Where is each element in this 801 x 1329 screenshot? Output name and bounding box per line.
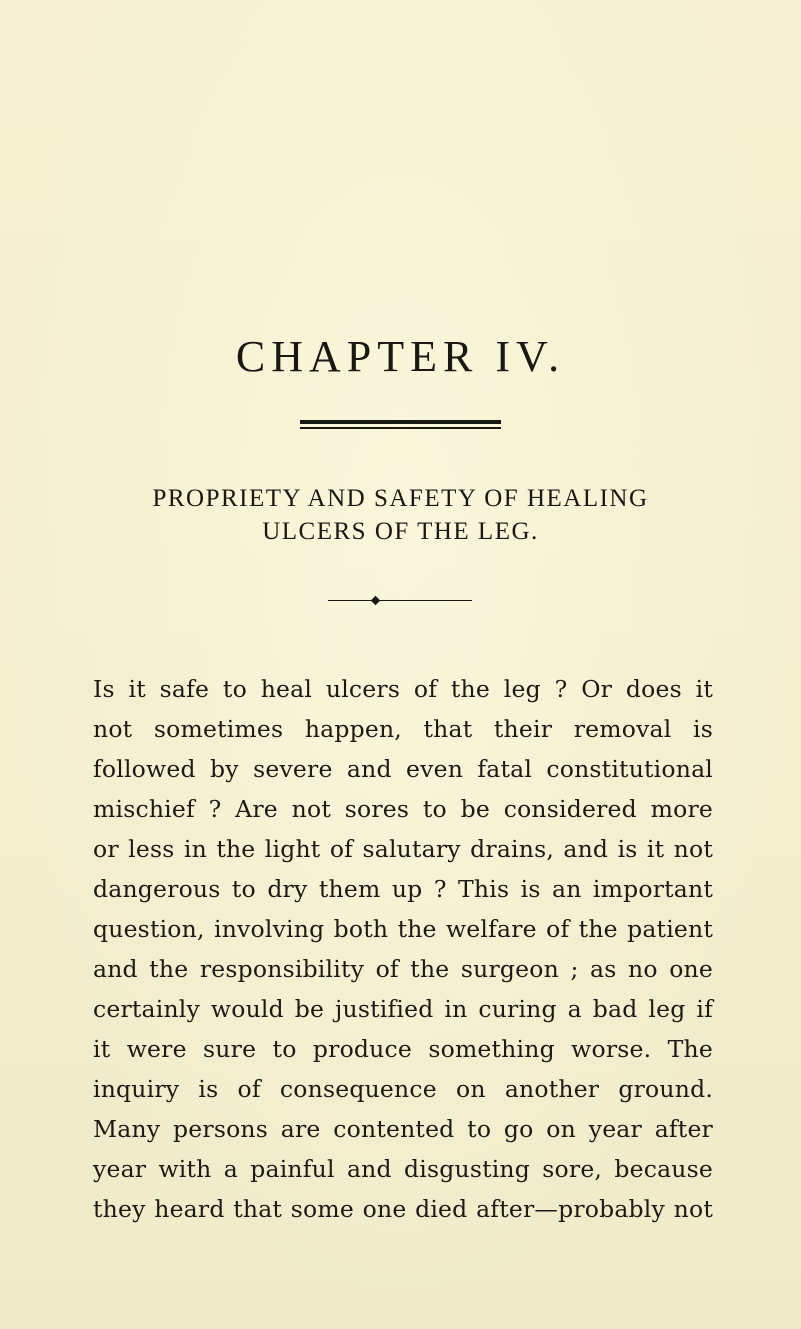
body-line-4: mischief ? Are not sores to be considered more bbox=[93, 795, 713, 823]
thin-rule bbox=[300, 427, 501, 429]
body-line-13: year with a painful and disgusting sore, because bbox=[93, 1155, 713, 1183]
body-line-7: question, involving both the welfare of the patient bbox=[93, 915, 713, 943]
diamond-ornament-rule bbox=[328, 596, 472, 606]
body-line-11: inquiry is of consequence on another ground. bbox=[93, 1075, 713, 1103]
body-line-14: they heard that some one died after—probably not bbox=[93, 1195, 713, 1223]
body-line-3: followed by severe and even fatal constitutional bbox=[93, 755, 713, 783]
body-line-1: Is it safe to heal ulcers of the leg ? Or does it bbox=[93, 675, 713, 703]
body-line-5: or less in the light of salutary drains, and is it not bbox=[93, 835, 713, 863]
body-line-10: it were sure to produce something worse. The bbox=[93, 1035, 713, 1063]
body-line-2: not sometimes happen, that their removal is bbox=[93, 715, 713, 743]
chapter-heading: CHAPTER IV. bbox=[235, 332, 566, 381]
body-line-9: certainly would be justified in curing a bad leg if bbox=[93, 995, 713, 1023]
body-line-12: Many persons are contented to go on year after bbox=[93, 1115, 713, 1143]
subtitle-line-1: PROPRIETY AND SAFETY OF HEALING bbox=[152, 485, 649, 512]
body-paragraph bbox=[93, 669, 713, 1229]
thick-rule bbox=[300, 420, 501, 424]
body-line-6: dangerous to dry them up ? This is an important bbox=[93, 875, 713, 903]
chapter-subtitle bbox=[0, 482, 801, 548]
diamond-icon bbox=[371, 596, 381, 606]
body-line-8: and the responsibility of the surgeon ; as no one bbox=[93, 955, 713, 983]
double-rule-divider bbox=[300, 420, 501, 430]
ornament-line bbox=[328, 600, 472, 601]
subtitle-line-2: ULCERS OF THE LEG. bbox=[262, 518, 539, 545]
